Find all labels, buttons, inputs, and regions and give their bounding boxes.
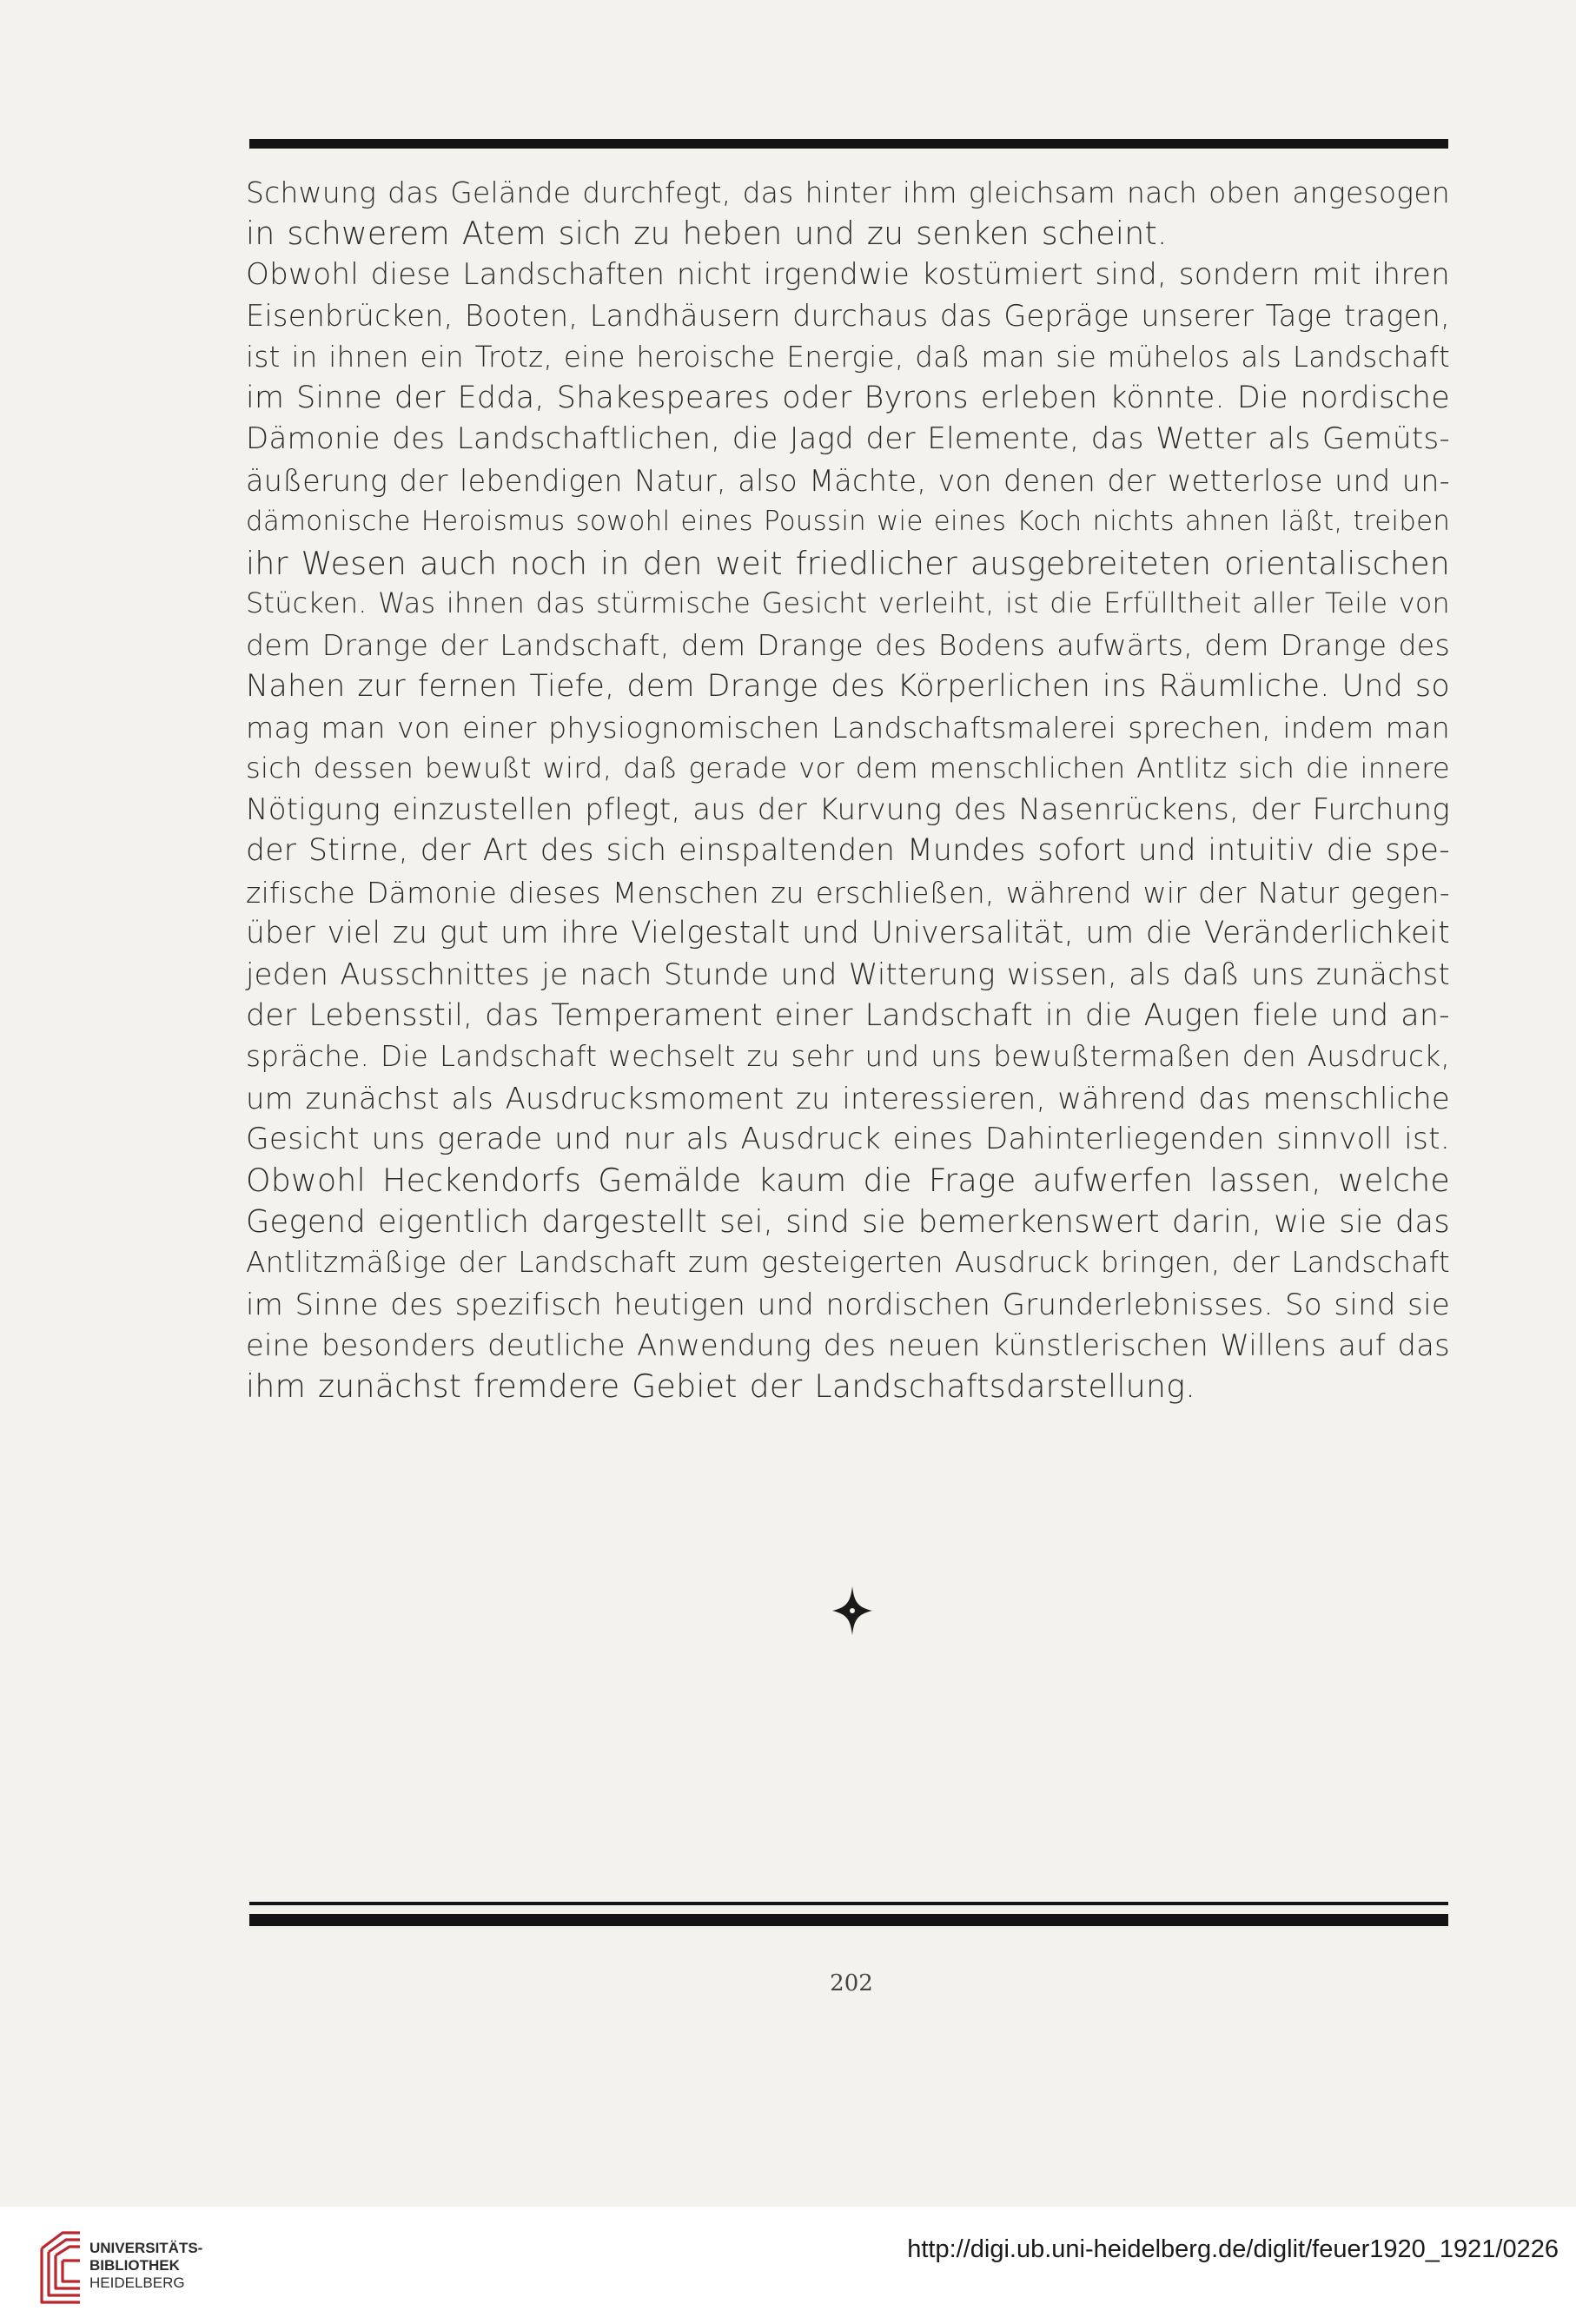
ub-heidelberg-logo-icon (36, 2222, 83, 2307)
text-line: eine besonders deutliche Anwendung des neuen künstlerischen Willens auf das (246, 1328, 1450, 1362)
text-line: zifische Dämonie dieses Menschen zu erschließen, während wir der Natur gegen- (246, 875, 1450, 910)
text-line: im Sinne des spezifisch heutigen und nordischen Grunderlebnisses. So sind sie (246, 1287, 1450, 1321)
text-line: Eisenbrücken, Booten, Landhäusern durchaus das Gepräge unserer Tage tragen, (246, 299, 1450, 334)
text-line: ist in ihnen ein Trotz, eine heroische Energie, daß man sie mühelos als Landschaft (246, 340, 1450, 374)
text-line: Stücken. Was ihnen das stürmische Gesicht verleiht, ist die Erfülltheit aller Teile von (246, 587, 1450, 619)
text-line: über viel zu gut um ihre Vielgestalt und Universalität, um die Veränderlichkeit (246, 916, 1450, 951)
library-name-line: BIBLIOTHEK (89, 2257, 180, 2274)
library-name-line: HEIDELBERG (89, 2274, 185, 2291)
text-line: im Sinne der Edda, Shakespeares oder Byrons erleben könnte. Die nordische (246, 380, 1450, 415)
text-line: dämonische Heroismus sowohl eines Poussin wie eines Koch nichts ahnen läßt, treiben (246, 506, 1451, 538)
body-text (246, 172, 1450, 1407)
text-line: ihm zunächst fremdere Gebiet der Landschaftsdarstellung. (246, 1367, 1196, 1406)
digitization-footer (0, 2207, 1576, 2324)
text-line: jeden Ausschnittes je nach Stunde und Witterung wissen, als daß uns zunächst (246, 957, 1450, 992)
text-line: Schwung das Gelände durchfegt, das hinter ihm gleichsam nach oben angesogen (246, 175, 1450, 209)
bottom-rule-thick (249, 1914, 1448, 1926)
text-line: um zunächst als Ausdrucksmoment zu interessieren, während das menschliche (246, 1081, 1450, 1116)
permalink-url[interactable]: http://digi.ub.uni-heidelberg.de/diglit/feuer1920_1921/0226 (907, 2235, 1559, 2263)
bottom-rule-thin (249, 1902, 1448, 1905)
text-line: Dämonie des Landschaftlichen, die Jagd der Elemente, das Wetter als Gemüts- (246, 421, 1450, 457)
text-line: sich dessen bewußt wird, daß gerade vor dem menschlichen Antlitz sich die innere (246, 751, 1450, 785)
library-name (89, 2240, 202, 2292)
text-line: spräche. Die Landschaft wechselt zu sehr und uns bewußtermaßen den Ausdruck, (246, 1040, 1450, 1074)
text-line: der Lebensstil, das Temperament einer Landschaft in die Augen fiele und an- (246, 997, 1450, 1033)
text-line: äußerung der lebendigen Natur, also Mächte, von denen der wetterlose und un- (246, 463, 1450, 498)
library-name-line: UNIVERSITÄTS- (89, 2240, 203, 2256)
text-line: Obwohl Heckendorfs Gemälde kaum die Frage aufwerfen lassen, welche (246, 1162, 1450, 1200)
text-line: Gegend eigentlich dargestellt sei, sind sie bemerkenswert darin, wie sie das (246, 1203, 1450, 1240)
text-line: Nötigung einzustellen pflegt, aus der Kurvung des Nasenrückens, der Furchung (246, 791, 1450, 827)
text-line: Gesicht uns gerade und nur als Ausdruck eines Dahinterliegenden sinnvoll ist. (246, 1121, 1450, 1156)
page-number: 202 (830, 1970, 873, 1996)
text-line: mag man von einer physiognomischen Landschaftsmalerei sprechen, indem man (246, 711, 1450, 745)
text-line: der Stirne, der Art des sich einspaltenden Mundes sofort und intuitiv die spe- (246, 833, 1450, 869)
text-line: Obwohl diese Landschaften nicht irgendwie kostümiert sind, sondern mit ihren (246, 256, 1450, 292)
text-line: Antlitzmäßige der Landschaft zum gesteigerten Ausdruck bringen, der Landschaft (246, 1246, 1450, 1280)
text-line: dem Drange der Landschaft, dem Drange des Bodens aufwärts, dem Drange des (246, 628, 1450, 663)
text-line: in schwerem Atem sich zu heben und zu senken scheint. (246, 215, 1168, 253)
top-rule (249, 139, 1448, 149)
text-line: Nahen zur fernen Tiefe, dem Drange des Körperlichen ins Räumliche. Und so (246, 668, 1450, 704)
four-point-star-ornament-icon (831, 1585, 874, 1637)
text-line: ihr Wesen auch noch in den weit friedlicher ausgebreiteten orientalischen (246, 544, 1450, 582)
